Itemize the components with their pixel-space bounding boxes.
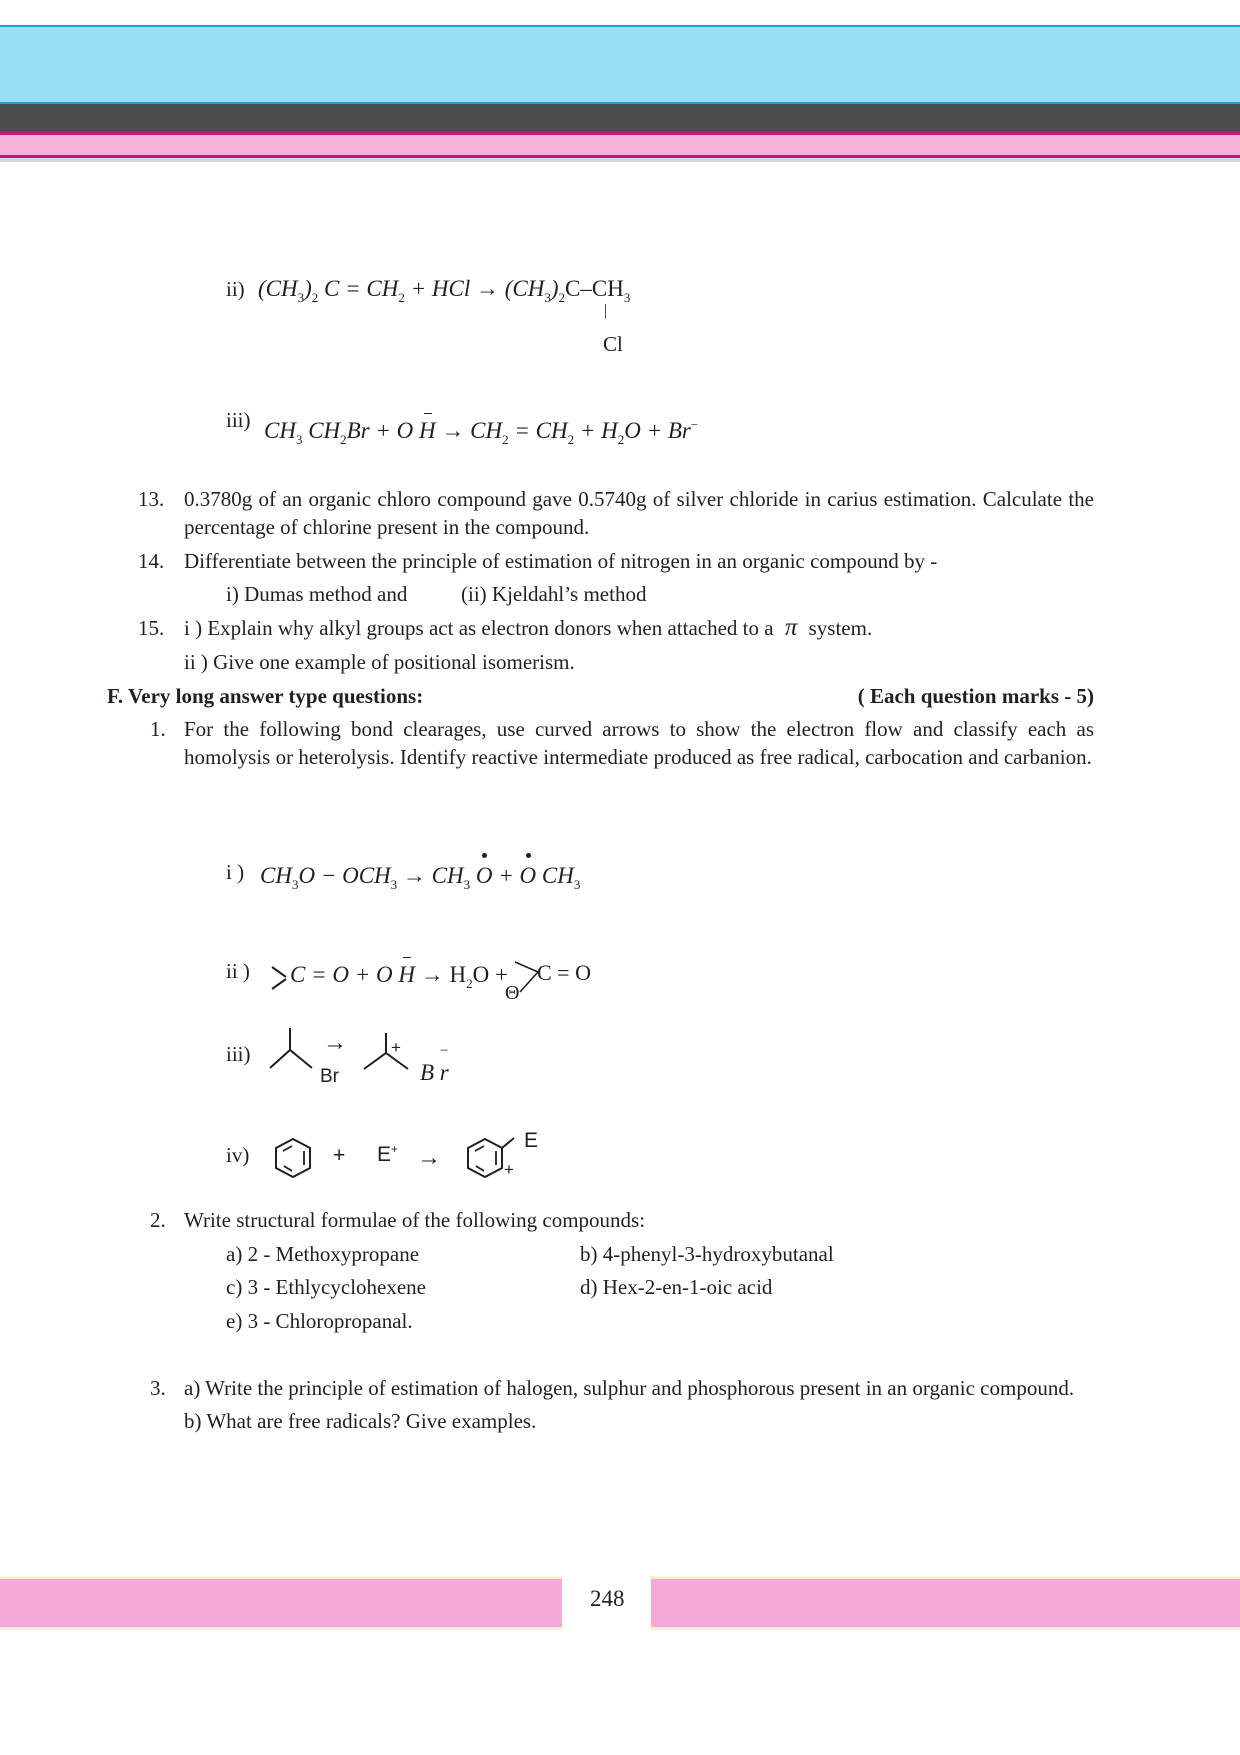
q3-number: 3. [150, 1376, 166, 1400]
q1-iv-label: iv) [226, 1143, 250, 1167]
header-dark-band [0, 104, 1240, 132]
q1-iii-label: iii) [226, 1042, 251, 1066]
formula-token: O + [472, 962, 508, 987]
formula-token: ( [258, 276, 266, 301]
formula-token: C–CH [565, 276, 624, 301]
q15-text-c: ii ) Give one example of positional isomerism. [184, 650, 575, 674]
page-number: 248 [590, 1586, 625, 1611]
q1-iv-ring-charge: + [504, 1160, 514, 1179]
formula-token: ) [304, 276, 312, 301]
q14-text: Differentiate between the principle of estimation of nitrogen in an organic compound by - [184, 549, 938, 573]
eq-ii-branch-bond: | [604, 302, 608, 319]
q1-ii-product: C = O [537, 960, 591, 985]
q1-number: 1. [150, 717, 166, 741]
q1-iv-arrow: → [417, 1145, 441, 1171]
formula-token: Br + O [346, 418, 420, 443]
formula-token: C = O + O [290, 962, 399, 987]
q3-part-a: a) Write the principle of estimation of halogen, sulphur and phosphorous present in an organic compound. [184, 1376, 1075, 1400]
carbocation-structure [364, 1033, 414, 1078]
formula-token: 2 [502, 432, 509, 447]
formula-token: → [414, 962, 450, 987]
footer-pink-band-left [0, 1576, 562, 1630]
formula-token: + HCl → ( [404, 276, 513, 301]
formula-token: 3 [390, 877, 398, 892]
q1-ii-charge: Θ [505, 982, 520, 1004]
eq-ii-label: ii) [226, 277, 245, 301]
q3-part-b: b) What are free radicals? Give examples. [184, 1409, 537, 1433]
q2-number: 2. [150, 1208, 166, 1232]
eq-iii-formula [264, 410, 698, 455]
formula-token: 3 [297, 290, 305, 305]
formula-token: H [398, 960, 415, 990]
q2-item: a) 2 - Methoxypropane [226, 1242, 420, 1266]
eq-iii-label: iii) [226, 408, 251, 432]
formula-token: 3 [463, 877, 471, 892]
q1-i-label: i ) [226, 860, 245, 884]
carbonyl-bonds-icon [270, 965, 290, 995]
formula-token: 3 [295, 432, 303, 447]
formula-token: = CH [508, 418, 568, 443]
q1-iii-plus: + [391, 1038, 401, 1057]
formula-token: 2 [311, 290, 319, 305]
q15-number: 15. [138, 616, 165, 640]
q1-iii-br: Br [320, 1066, 339, 1087]
formula-token: O + Br [624, 418, 691, 443]
header-pink-band [0, 132, 1240, 158]
header-gray-rule [0, 158, 1240, 162]
q1-iii-minus: − [440, 1043, 449, 1059]
formula-token: C = CH [318, 276, 399, 301]
formula-token: 3 [291, 877, 299, 892]
formula-token: CH [536, 863, 574, 888]
formula-token: 3 [573, 877, 581, 892]
q13-text: 0.3780g of an organic chloro compound gave 0.5740g of silver chloride in carius estimation. Calculate the percentage of chlorine present in the compound. [184, 487, 1094, 539]
formula-token: CH [264, 418, 296, 443]
q15-text-a [184, 614, 872, 642]
formula-token: O − OCH [298, 863, 391, 888]
electrophile-e: E [377, 1143, 392, 1166]
formula-token: CH [512, 276, 545, 301]
formula-token: 3 [623, 290, 631, 305]
formula-token: O [476, 861, 493, 891]
eq-ii-branch: Cl [603, 332, 623, 356]
q2-item: d) Hex-2-en-1-oic acid [580, 1275, 773, 1299]
formula-token: + [492, 863, 520, 888]
q1-iii-arrow: → [323, 1030, 347, 1056]
formula-token: H [419, 416, 436, 446]
formula-token: O [520, 861, 537, 891]
q1-iv-sub: E [524, 1129, 539, 1152]
electrophile-charge: + [391, 1142, 399, 1156]
q15-text-b: system. [808, 616, 873, 640]
arenium-ion-structure [467, 1133, 527, 1183]
formula-token: ) [550, 276, 559, 301]
formula-token: 3 [544, 290, 551, 305]
q15-text-a-part: i ) Explain why alkyl groups act as electron donors when attached to a [184, 616, 774, 640]
q1-ii-label: ii ) [226, 959, 250, 983]
formula-token: H [449, 962, 467, 987]
formula-token: → CH [397, 863, 464, 888]
q2-item: c) 3 - Ethlycyclohexene [226, 1275, 426, 1299]
q14-sub-b: (ii) Kjeldahl’s method [461, 582, 647, 606]
q1-iii-br-ion: B r [420, 1060, 449, 1085]
header-blue-band [0, 25, 1240, 104]
q2-item: e) 3 - Chloropropanal. [226, 1309, 413, 1333]
q2-item: b) 4-phenyl-3-hydroxybutanal [580, 1242, 834, 1266]
benzene-ring-icon [275, 1137, 315, 1179]
q1-ii-formula [290, 960, 508, 999]
q2-text: Write structural formulae of the following compounds: [184, 1208, 646, 1232]
eq-ii-formula [258, 274, 630, 313]
q1-iv-plus: + [333, 1144, 346, 1167]
footer-pink-band-right [651, 1576, 1240, 1630]
q14-sub-a: i) Dumas method and [226, 582, 408, 606]
formula-token: CH [260, 863, 292, 888]
formula-token: 2 [340, 432, 347, 447]
formula-token: − [690, 417, 699, 432]
q13-number: 13. [138, 487, 165, 511]
section-f-marks: ( Each question marks - 5) [857, 684, 1094, 708]
formula-token: → CH [435, 418, 503, 443]
q1-iv-electrophile [377, 1142, 398, 1167]
q14-number: 14. [138, 549, 165, 573]
formula-token: 2 [567, 432, 575, 447]
formula-token: + H [574, 418, 618, 443]
formula-token: 2 [558, 290, 566, 305]
formula-token: CH [302, 418, 341, 443]
formula-token: 2 [466, 976, 473, 991]
pi-symbol: π [784, 614, 798, 641]
q1-i-formula [260, 861, 580, 900]
formula-token: 2 [398, 290, 405, 305]
formula-token: CH [265, 276, 298, 301]
formula-token: 2 [617, 432, 625, 447]
section-f-title: F. Very long answer type questions: [107, 684, 424, 708]
q1-text: For the following bond clearages, use curved arrows to show the electron flow and classify each as homolysis or heterolysis. Identify reactive intermediate produced as free radical, carbocation and carbanion. [184, 717, 1094, 769]
